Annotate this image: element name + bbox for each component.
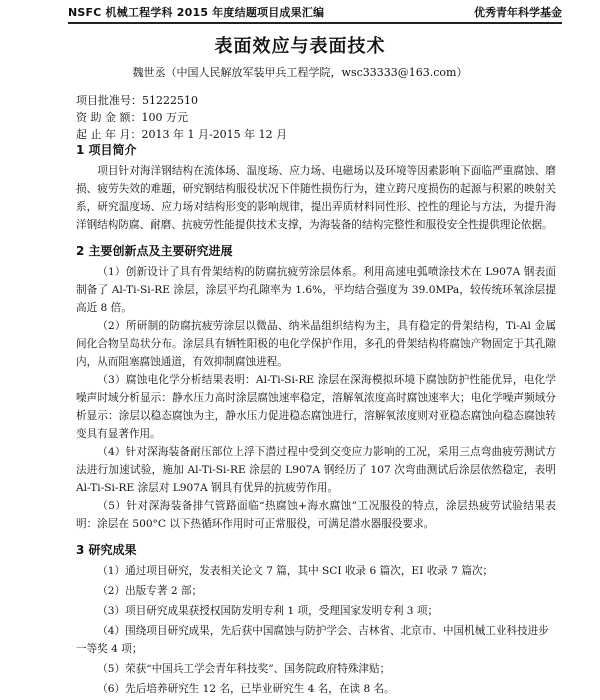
innovation-item-1: （1）创新设计了具有骨架结构的防腐抗疲劳涂层体系。利用高速电弧喷涂技术在 L907A 钢表面制备了 Al-Ti-Si-RE 涂层，涂层平均孔隙率为 1.6%，平均结合强度为 39.0MPa，较传统环氧涂层提高近 8 倍。 [76, 266, 556, 314]
header-fund-type: 优秀青年科学基金 [474, 6, 562, 19]
body-content [76, 141, 556, 700]
result-item-3: （3）项目研究成果获授权国防发明专利 1 项，受理国家发明专利 3 项； [97, 605, 439, 617]
running-header [68, 2, 562, 24]
section-1-heading: 1 项目简介 [76, 143, 137, 157]
author-line: 魏世丞（中国人民解放军装甲兵工程学院，wsc33333@163.com） [132, 66, 468, 79]
project-metadata [76, 92, 287, 143]
project-number: 项目批准号：51222510 [76, 94, 198, 107]
result-item-6: （6）先后培养研究生 12 名，已毕业研究生 4 名，在读 8 名。 [97, 683, 395, 695]
funding-amount: 资 助 金 额：100 万元 [76, 111, 188, 124]
project-period: 起 止 年 月：2013 年 1 月-2015 年 12 月 [76, 128, 288, 141]
innovation-item-3: （3）腐蚀电化学分析结果表明：Al-Ti-Si-RE 涂层在深海模拟环境下腐蚀防护性能优异，电化学噪声时域分析显示：静水压力高时涂层腐蚀速率稳定，溶解氧浓度高时腐蚀速率大；电化学噪声频域分析显示：涂层以稳态腐蚀为主，静水压力促进稳态腐蚀进行，溶解氧浓度则对亚稳态腐蚀向稳态腐蚀转变具有显著作用。 [76, 374, 556, 440]
section-1-body: 项目针对海洋钢结构在流体场、温度场、应力场、电磁场以及环境等因素影响下面临严重腐蚀、磨损、疲劳失效的难题，研究钢结构服役状况下伴随性损伤行为，建立跨尺度损伤的起源与积累的映射关系，研究温度场、应力场对结构形变的影响规律，提出弄质材料同性形、控性的理论与方法，为提升海洋钢结构防腐、耐磨、抗疲劳性能提供技术支撑，为海装备的结构完整性和服役安全性提供理论依据。 [76, 165, 556, 231]
result-item-5: （5）荣获“中国兵工学会青年科技奖”、国务院政府特殊津贴； [97, 663, 391, 675]
innovation-item-4: （4）针对深海装备耐压部位上浮下潜过程中受到交变应力影响的工况，采用三点弯曲疲劳测试方法进行加速试验，施加 Al-Ti-Si-RE 涂层的 L907A 钢经历了 107 次弯曲测试后涂层依然稳定，表明 Al-Ti-Si-RE 涂层对 L907A 钢具有优异的抗疲劳作用。 [76, 446, 556, 494]
innovation-item-2: （2）所研制的防腐抗疲劳涂层以微晶、纳米晶组织结构为主，具有稳定的骨架结构，Ti-Al 金属间化合物呈岛状分布。涂层具有牺牲阳极的电化学保护作用，多孔的骨架结构将腐蚀产物固定于其孔隙内，从而阻塞腐蚀通道，有效抑制腐蚀进程。 [76, 320, 556, 368]
header-collection-title: NSFC 机械工程学科 2015 年度结题项目成果汇编 [68, 6, 325, 19]
result-item-4: （4）围绕项目研究成果，先后获中国腐蚀与防护学会、吉林省、北京市、中国机械工业科技进步一等奖 4 项； [76, 625, 549, 655]
result-item-2: （2）出版专著 2 部； [97, 585, 203, 597]
paper-title: 表面效应与表面技术 [214, 36, 386, 57]
innovation-item-5: （5）针对深海装备排气管路面临“热腐蚀+海水腐蚀”工况服役的特点，涂层热疲劳试验结果表明：涂层在 500°C 以下热循环作用时可正常服役，可满足潜水器服役要求。 [76, 500, 556, 530]
section-3-heading: 3 研究成果 [76, 543, 137, 557]
section-2-heading: 2 主要创新点及主要研究进展 [76, 244, 233, 258]
result-item-1: （1）通过项目研究，发表相关论文 7 篇，其中 SCI 收录 6 篇次，EI 收录 7 篇次； [97, 565, 494, 577]
